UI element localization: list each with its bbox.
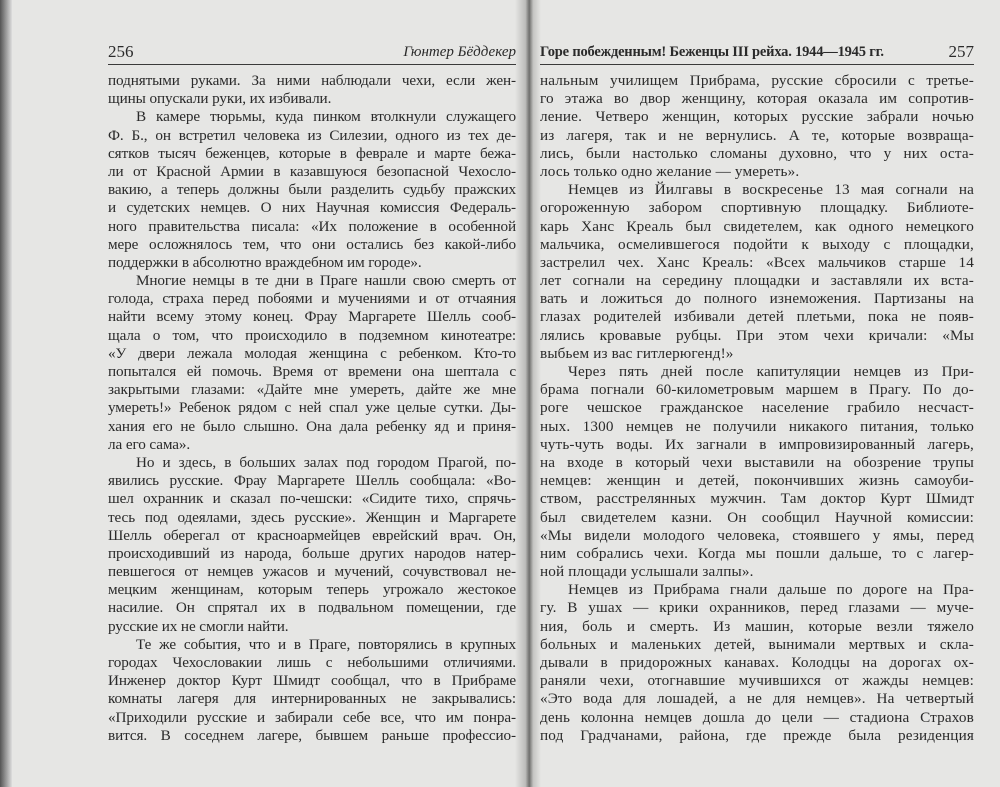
page-header [540, 42, 974, 65]
text-line: лось только одно желание — умереть». [540, 162, 800, 180]
text-line: мере осложнялось тем, что они остались без какой-либо [108, 235, 516, 253]
text-line: был свидетелем казни. Он сообщил Научной комиссии: [540, 508, 974, 526]
text-line: го этажа во двор женщину, которая оказала им сопротив- [540, 90, 974, 108]
text-line: из лагеря, так и не вернулись. А те, которые возвраща- [540, 126, 974, 144]
paragraph [540, 72, 974, 181]
text-line: ного правительства писала: «Их положение в особенной [108, 217, 516, 235]
text-line: шел охранник и сказал по-чешски: «Сидите тихо, спрячь- [108, 490, 516, 508]
text-line: лялись кровавые рубцы. При этом чехи кричали: «Мы [540, 326, 974, 344]
text-line: вится. В соседнем лагере, бывшем раньше профессио- [108, 726, 516, 744]
paragraph [540, 581, 974, 745]
page-header [108, 42, 516, 65]
book-gutter [515, 0, 541, 787]
text-line: поддержки в абсолютно враждебном им городе». [108, 253, 422, 271]
paragraph [108, 72, 516, 108]
text-line: гу. В ушах — крики охранников, перед глазами — муче- [540, 599, 974, 617]
text-line: найти всему этому конец. Фрау Маргарете Шелль сооб- [108, 308, 516, 326]
page-body [540, 72, 974, 745]
text-line: происходивший из народа, больше других народов натер- [108, 544, 516, 562]
text-line: чуть-чуть воды. Их загнали в импровизированный лагерь, [540, 435, 974, 453]
paragraph [108, 108, 516, 272]
text-line: ных. 1300 немцев не получили никакого питания, только [540, 417, 974, 435]
text-line: Немцев из Прибрама гнали дальше по дороге на Пра- [568, 581, 974, 599]
text-line: нальным училищем Прибрама, русские сбросили с третье- [540, 72, 974, 89]
text-line: на входе в который чехи выставили на обозрение трупы [540, 453, 974, 471]
text-line: ление. Четверо женщин, которых русские забрали ночью [540, 108, 974, 126]
text-line: под Градчанами, района, где прежде была резиденция [540, 726, 974, 744]
text-line: глазах родителей избивали детей плетьми, пока не появ- [540, 308, 974, 326]
text-line: хания его не было слышно. Она дала ребенку яд и приня- [108, 417, 516, 435]
right-page [540, 0, 974, 787]
text-line: умереть!» Ребенок рядом с ней спал уже целые сутки. Ды- [108, 399, 516, 417]
text-line: голода, страха перед побоями и мучениями и от отчаяния [108, 290, 516, 308]
paragraph [108, 636, 516, 745]
text-line: «У двери лежала молодая женщина с ребенком. Кто-то [108, 344, 516, 362]
text-line: Шелль оберегал от красноармейцев еврейский врач. Он, [108, 526, 516, 544]
book-edge-shadow [0, 0, 12, 787]
text-line: ния, боль и смерть. Из машин, которые везли тяжело [540, 617, 974, 635]
text-line: мальчика, осмелившегося подойти к выходу с площадки, [540, 235, 974, 253]
text-line: Ф. Б., он встретил человека из Силезии, одного из тех де- [108, 126, 516, 144]
text-line: вать и ложиться до полного изнеможения. Партизаны на [540, 290, 974, 308]
text-line: Через пять дней после капитуляции немцев из При- [568, 363, 974, 380]
text-line: явились русские. Фрау Маргарете Шелль сообщала: «Во- [108, 472, 516, 490]
text-line: комнаты лагеря для интернированных не закрывались: [108, 690, 516, 708]
paragraph [540, 363, 974, 581]
text-line: Те же события, что и в Праге, повторялись в крупных [136, 635, 516, 653]
text-line: огороженную забором спортивную площадку. Библиоте- [540, 199, 974, 217]
text-line: сятков тысяч беженцев, которые в феврале и марте бежа- [108, 144, 516, 162]
running-head-title: Горе побежденным! Беженцы III рейха. 1944—1945 гг. [540, 44, 884, 60]
text-line: лет согнали на середину площадки и заставляли их вста- [540, 272, 974, 290]
text-line: тесь под одеялами, здесь русские». Женщин и Маргарете [108, 508, 516, 526]
text-line: застрелил чех. Ханс Креаль: «Всех мальчиков старше 14 [540, 253, 974, 271]
text-line: Немцев из Йилгавы в воскресенье 13 мая согнали на [568, 181, 974, 199]
text-line: Многие немцы в те дни в Праге нашли свою смерть от [136, 272, 516, 290]
text-line: В камере тюрьмы, куда пинком втолкнули служащего [136, 108, 516, 126]
text-line: городах Чехословакии лишь с небольшими отличиями. [108, 654, 516, 671]
text-line: ной площади услышали залпы». [540, 563, 754, 581]
text-line: русские их не смогли найти. [108, 617, 289, 635]
paragraph [108, 454, 516, 636]
text-line: насилие. Он спрятал их в подвальном помещении, где [108, 599, 516, 617]
text-line: дывали в придорожных канавах. Колодцы на дорогах ох- [540, 654, 974, 671]
text-line: попытался ей помочь. Время от времени она шептала с [108, 363, 516, 380]
text-line: раняли чехи, отогнавшие мучившихся от жажды немцев: [540, 672, 974, 690]
text-line: роге чешское гражданское население грабило несчаст- [540, 399, 974, 417]
text-line: Инженер доктор Курт Шмидт сообщал, что в Прибраме [108, 672, 516, 690]
text-line: закрытыми глазами: «Дайте мне умереть, дайте же мне [108, 381, 516, 399]
text-line: ли от Красной Армии в казавшуюся безопасной Чехосло- [108, 162, 516, 180]
text-line: «Приходили русские и забирали себе все, что им понра- [108, 708, 516, 726]
text-line: вакию, а теперь должны были разделить судьбу пражских [108, 181, 516, 199]
left-page [108, 0, 516, 787]
text-line: день колонна немцев дошла до цели — стадиона Страхов [540, 708, 974, 726]
text-line: лись, были настолько сломаны духовно, что у них оста- [540, 144, 974, 162]
text-line: щины опускали руки, их избивали. [108, 90, 332, 108]
page-body [108, 72, 516, 745]
text-line: мецким женщинам, которым теперь угрожало жестокое [108, 581, 516, 599]
text-line: ством, расстрелянных мужчин. Там доктор Курт Шмидт [540, 490, 974, 508]
text-line: «Мы видели молодого человека, стоявшего у ямы, перед [540, 526, 974, 544]
text-line: «Это вода для лошадей, а не для немцев». На четвертый [540, 690, 974, 708]
text-line: карь Ханс Креаль был свидетелем, как одного немецкого [540, 217, 974, 235]
text-line: брама погнали 60-километровым маршем в Прагу. По до- [540, 381, 974, 399]
text-line: выбьем из вас гитлерюгенд!» [540, 344, 734, 362]
page-number: 256 [108, 42, 134, 61]
page-number: 257 [948, 42, 974, 61]
text-line: щала о том, что происходило в подземном кинотеатре: [108, 326, 516, 344]
text-line: немцев: женщин и детей, покончивших жизнь самоуби- [540, 472, 974, 490]
text-line: больных и маленьких детей, вынимали мертвых и скла- [540, 635, 974, 653]
text-line: и судетских немцев. О них Научная комиссия Федераль- [108, 199, 516, 217]
text-line: Но и здесь, в больших залах под городом Прагой, по- [136, 453, 516, 471]
text-line: ним собрались чехи. Когда мы пошли дальше, то с лагер- [540, 544, 974, 562]
paragraph [108, 272, 516, 454]
paragraph [540, 181, 974, 363]
text-line: поднятыми руками. За ними наблюдали чехи, если жен- [108, 72, 516, 89]
text-line: ла его сама». [108, 435, 191, 453]
running-head-author: Гюнтер Бёддекер [403, 44, 516, 60]
text-line: певшегося от немцев ужасов и мучений, сочувствовал не- [108, 563, 516, 581]
